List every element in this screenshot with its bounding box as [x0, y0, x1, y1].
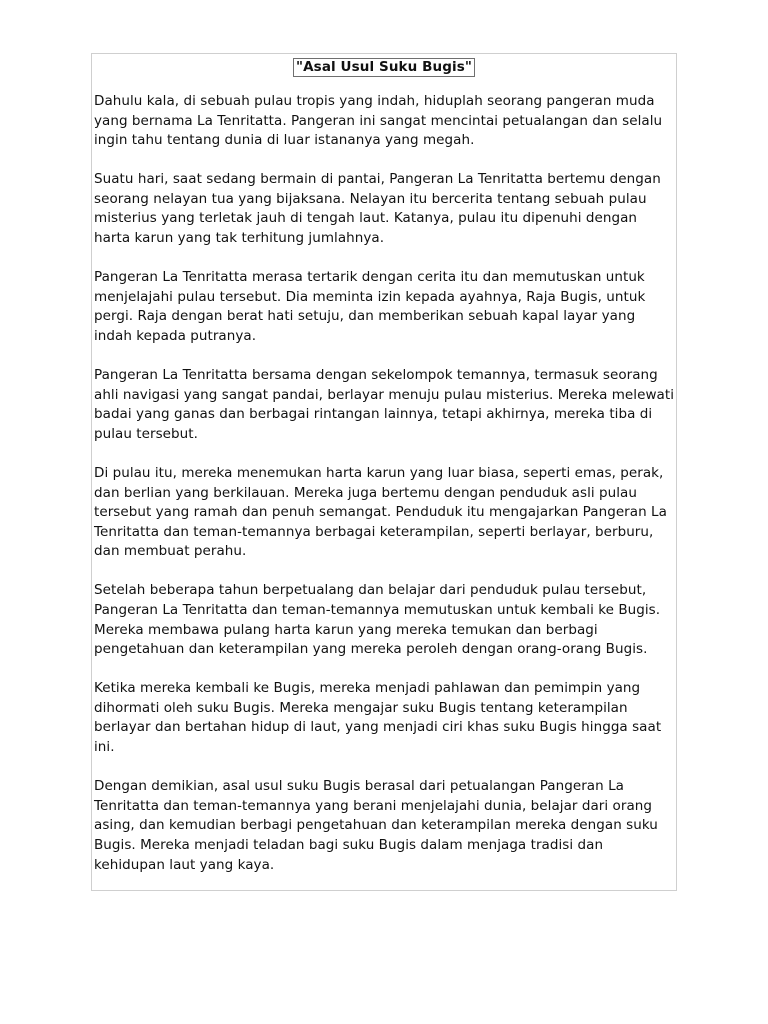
paragraph-5: Di pulau itu, mereka menemukan harta karun yang luar biasa, seperti emas, perak, dan berlian yang berkilauan. Mereka juga bertemu dengan penduduk asli pulau tersebut yang ramah dan penuh semangat. Penduduk itu mengajarkan Pangeran La Tenritatta dan teman-temannya berbagai keterampilan, seperti berlayar, berburu, dan membuat perahu. — [94, 464, 667, 560]
paragraph-1: Dahulu kala, di sebuah pulau tropis yang indah, hiduplah seorang pangeran muda yang bernama La Tenritatta. Pangeran ini sangat mencintai petualangan dan selalu ingin tahu tentang dunia di luar istananya yang megah. — [94, 93, 663, 149]
paragraph-4: Pangeran La Tenritatta bersama dengan sekelompok temannya, termasuk seorang ahli navigasi yang sangat pandai, berlayar menuju pulau misterius. Mereka melewati badai yang ganas dan berbagai rintangan lainnya, tetapi akhirnya, mereka tiba di pulau tersebut. — [94, 367, 674, 442]
paragraph-2: Suatu hari, saat sedang bermain di pantai, Pangeran La Tenritatta bertemu dengan seorang nelayan tua yang bijaksana. Nelayan itu bercerita tentang sebuah pulau misterius yang terletak jauh di tengah laut. Katanya, pulau itu dipenuhi dengan harta karun yang tak terhitung jumlahnya. — [94, 171, 661, 247]
paragraph-3: Pangeran La Tenritatta merasa tertarik dengan cerita itu dan memutuskan untuk menjelajahi pulau tersebut. Dia meminta izin kepada ayahnya, Raja Bugis, untuk pergi. Raja dengan berat hati setuju, dan memberikan sebuah kapal layar yang indah kepada putranya. — [94, 269, 646, 344]
document-page — [91, 53, 677, 891]
paragraph-6: Setelah beberapa tahun berpetualang dan belajar dari penduduk pulau tersebut, Pangeran La Tenritatta dan teman-temannya memutuskan untuk kembali ke Bugis. Mereka membawa pulang harta karun yang mereka temukan dan berbagi pengetahuan dan keterampilan yang mereka peroleh dengan orang-orang Bugis. — [94, 582, 661, 658]
paragraph-8: Dengan demikian, asal usul suku Bugis berasal dari petualangan Pangeran La Tenritatta dan teman-temannya yang berani menjelajahi dunia, belajar dari orang asing, dan kemudian berbagi pengetahuan dan keterampilan mereka dengan suku Bugis. Mereka menjadi teladan bagi suku Bugis dalam menjaga tradisi dan kehidupan laut yang kaya. — [94, 778, 658, 873]
document-title: "Asal Usul Suku Bugis" — [293, 58, 475, 77]
paragraph-7: Ketika mereka kembali ke Bugis, mereka menjadi pahlawan dan pemimpin yang dihormati oleh suku Bugis. Mereka mengajar suku Bugis tentang keterampilan berlayar dan bertahan hidup di laut, yang menjadi ciri khas suku Bugis hingga saat ini. — [94, 680, 662, 756]
document-body — [94, 92, 674, 895]
title-container — [92, 56, 676, 76]
